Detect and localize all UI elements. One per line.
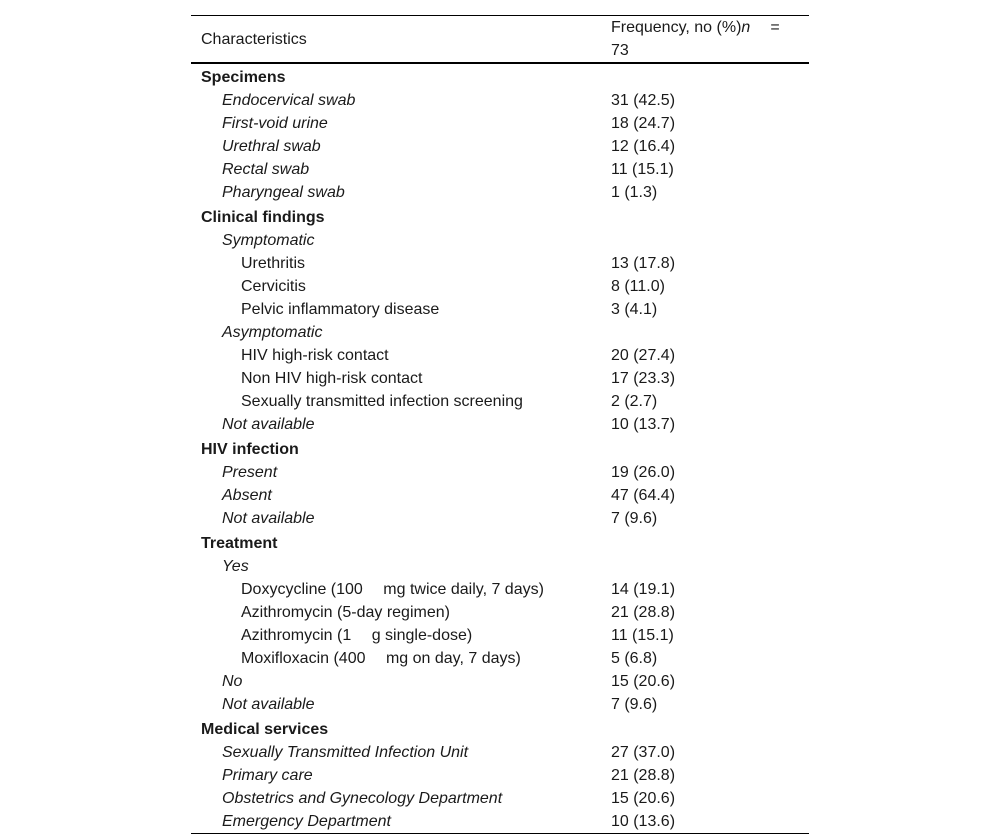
header-n-symbol: n xyxy=(741,19,751,36)
row-value: 27 (37.0) xyxy=(610,744,676,761)
row-value: 2 (2.7) xyxy=(610,393,658,410)
row-value: 15 (20.6) xyxy=(610,790,676,807)
subgroup-row xyxy=(191,229,809,252)
header-characteristics: Characteristics xyxy=(191,16,611,64)
header-frequency xyxy=(611,16,809,64)
table-row xyxy=(191,647,809,670)
row-label: Not available xyxy=(222,416,315,433)
table-row xyxy=(191,135,809,158)
characteristics-table xyxy=(191,15,809,834)
subgroup-label: Yes xyxy=(222,558,249,575)
row-value: 10 (13.6) xyxy=(611,810,809,834)
row-value: 11 (15.1) xyxy=(610,627,674,644)
table-row xyxy=(191,390,809,413)
section-title: Clinical findings xyxy=(201,209,325,226)
row-label: Azithromycin (5-day regimen) xyxy=(241,604,450,621)
table-row xyxy=(191,624,809,647)
header-frequency-label: Frequency, no (%) xyxy=(610,19,742,36)
table-row xyxy=(191,252,809,275)
row-value: 8 (11.0) xyxy=(610,278,665,295)
row-label: No xyxy=(222,673,243,690)
row-value: 17 (23.3) xyxy=(610,370,676,387)
table-row xyxy=(191,413,809,436)
row-label: Primary care xyxy=(222,767,313,784)
row-value: 18 (24.7) xyxy=(610,115,676,132)
row-value: 21 (28.8) xyxy=(610,604,676,621)
table-row xyxy=(191,741,809,764)
table-body xyxy=(191,63,809,834)
row-value: 7 (9.6) xyxy=(610,696,658,713)
section-title: HIV infection xyxy=(201,441,299,458)
table-row xyxy=(191,484,809,507)
row-label: Not available xyxy=(222,510,315,527)
row-value: 10 (13.7) xyxy=(610,416,676,433)
row-label: Doxycycline (100 mg twice daily, 7 days) xyxy=(241,581,544,598)
section-row xyxy=(191,716,809,741)
row-value: 15 (20.6) xyxy=(610,673,676,690)
row-value: 21 (28.8) xyxy=(610,767,676,784)
section-row xyxy=(191,436,809,461)
row-label: Moxifloxacin (400 mg on day, 7 days) xyxy=(241,650,521,667)
row-label: Endocervical swab xyxy=(222,92,356,109)
table-row xyxy=(191,578,809,601)
row-label: Absent xyxy=(222,487,272,504)
row-label: Pharyngeal swab xyxy=(222,184,345,201)
row-label: Pelvic inflammatory disease xyxy=(241,301,440,318)
row-label: Sexually Transmitted Infection Unit xyxy=(222,744,469,761)
row-label: Not available xyxy=(222,696,315,713)
row-value: 20 (27.4) xyxy=(610,347,676,364)
table-row xyxy=(191,181,809,204)
row-value: 12 (16.4) xyxy=(610,138,676,155)
row-label: Urethral swab xyxy=(222,138,321,155)
table-row xyxy=(191,158,809,181)
table-row xyxy=(191,112,809,135)
subgroup-label: Symptomatic xyxy=(222,232,315,249)
table-row xyxy=(191,344,809,367)
table-row xyxy=(191,764,809,787)
row-value: 5 (6.8) xyxy=(610,650,658,667)
row-label: Emergency Department xyxy=(191,810,611,834)
row-label: Non HIV high-risk contact xyxy=(241,370,423,387)
section-title: Specimens xyxy=(201,69,286,86)
table-row xyxy=(191,787,809,810)
subgroup-row xyxy=(191,321,809,344)
section-row xyxy=(191,530,809,555)
table-header-row xyxy=(191,16,809,64)
section-title: Treatment xyxy=(201,535,278,552)
section-row xyxy=(191,204,809,229)
row-label: Cervicitis xyxy=(241,278,306,295)
row-value: 7 (9.6) xyxy=(610,510,658,527)
row-value: 1 (1.3) xyxy=(610,184,658,201)
row-label: Urethritis xyxy=(241,255,306,272)
table-row xyxy=(191,275,809,298)
table-row xyxy=(191,601,809,624)
table-row xyxy=(191,89,809,112)
subgroup-row xyxy=(191,555,809,578)
table-row xyxy=(191,670,809,693)
row-value: 13 (17.8) xyxy=(610,255,676,272)
row-value: 14 (19.1) xyxy=(610,581,676,598)
row-label: Rectal swab xyxy=(222,161,310,178)
row-label: Sexually transmitted infection screening xyxy=(241,393,523,410)
row-label: First-void urine xyxy=(222,115,328,132)
table-row xyxy=(191,810,809,834)
row-label: Obstetrics and Gynecology Department xyxy=(222,790,503,807)
table-row xyxy=(191,461,809,484)
table-row xyxy=(191,298,809,321)
row-label: Azithromycin (1 g single-dose) xyxy=(241,627,473,644)
row-value: 3 (4.1) xyxy=(610,301,658,318)
row-value: 11 (15.1) xyxy=(610,161,674,178)
section-row xyxy=(191,63,809,89)
table-row xyxy=(191,507,809,530)
table-row xyxy=(191,693,809,716)
subgroup-label: Asymptomatic xyxy=(222,324,323,341)
section-title: Medical services xyxy=(201,721,329,738)
row-value: 19 (26.0) xyxy=(610,464,676,481)
row-label: HIV high-risk contact xyxy=(241,347,389,364)
row-label: Present xyxy=(222,464,278,481)
table-row xyxy=(191,367,809,390)
characteristics-table-container xyxy=(191,15,809,834)
header-equals: = xyxy=(770,19,780,36)
header-total: 73 xyxy=(610,42,629,59)
row-value: 47 (64.4) xyxy=(610,487,676,504)
row-value: 31 (42.5) xyxy=(610,92,676,109)
